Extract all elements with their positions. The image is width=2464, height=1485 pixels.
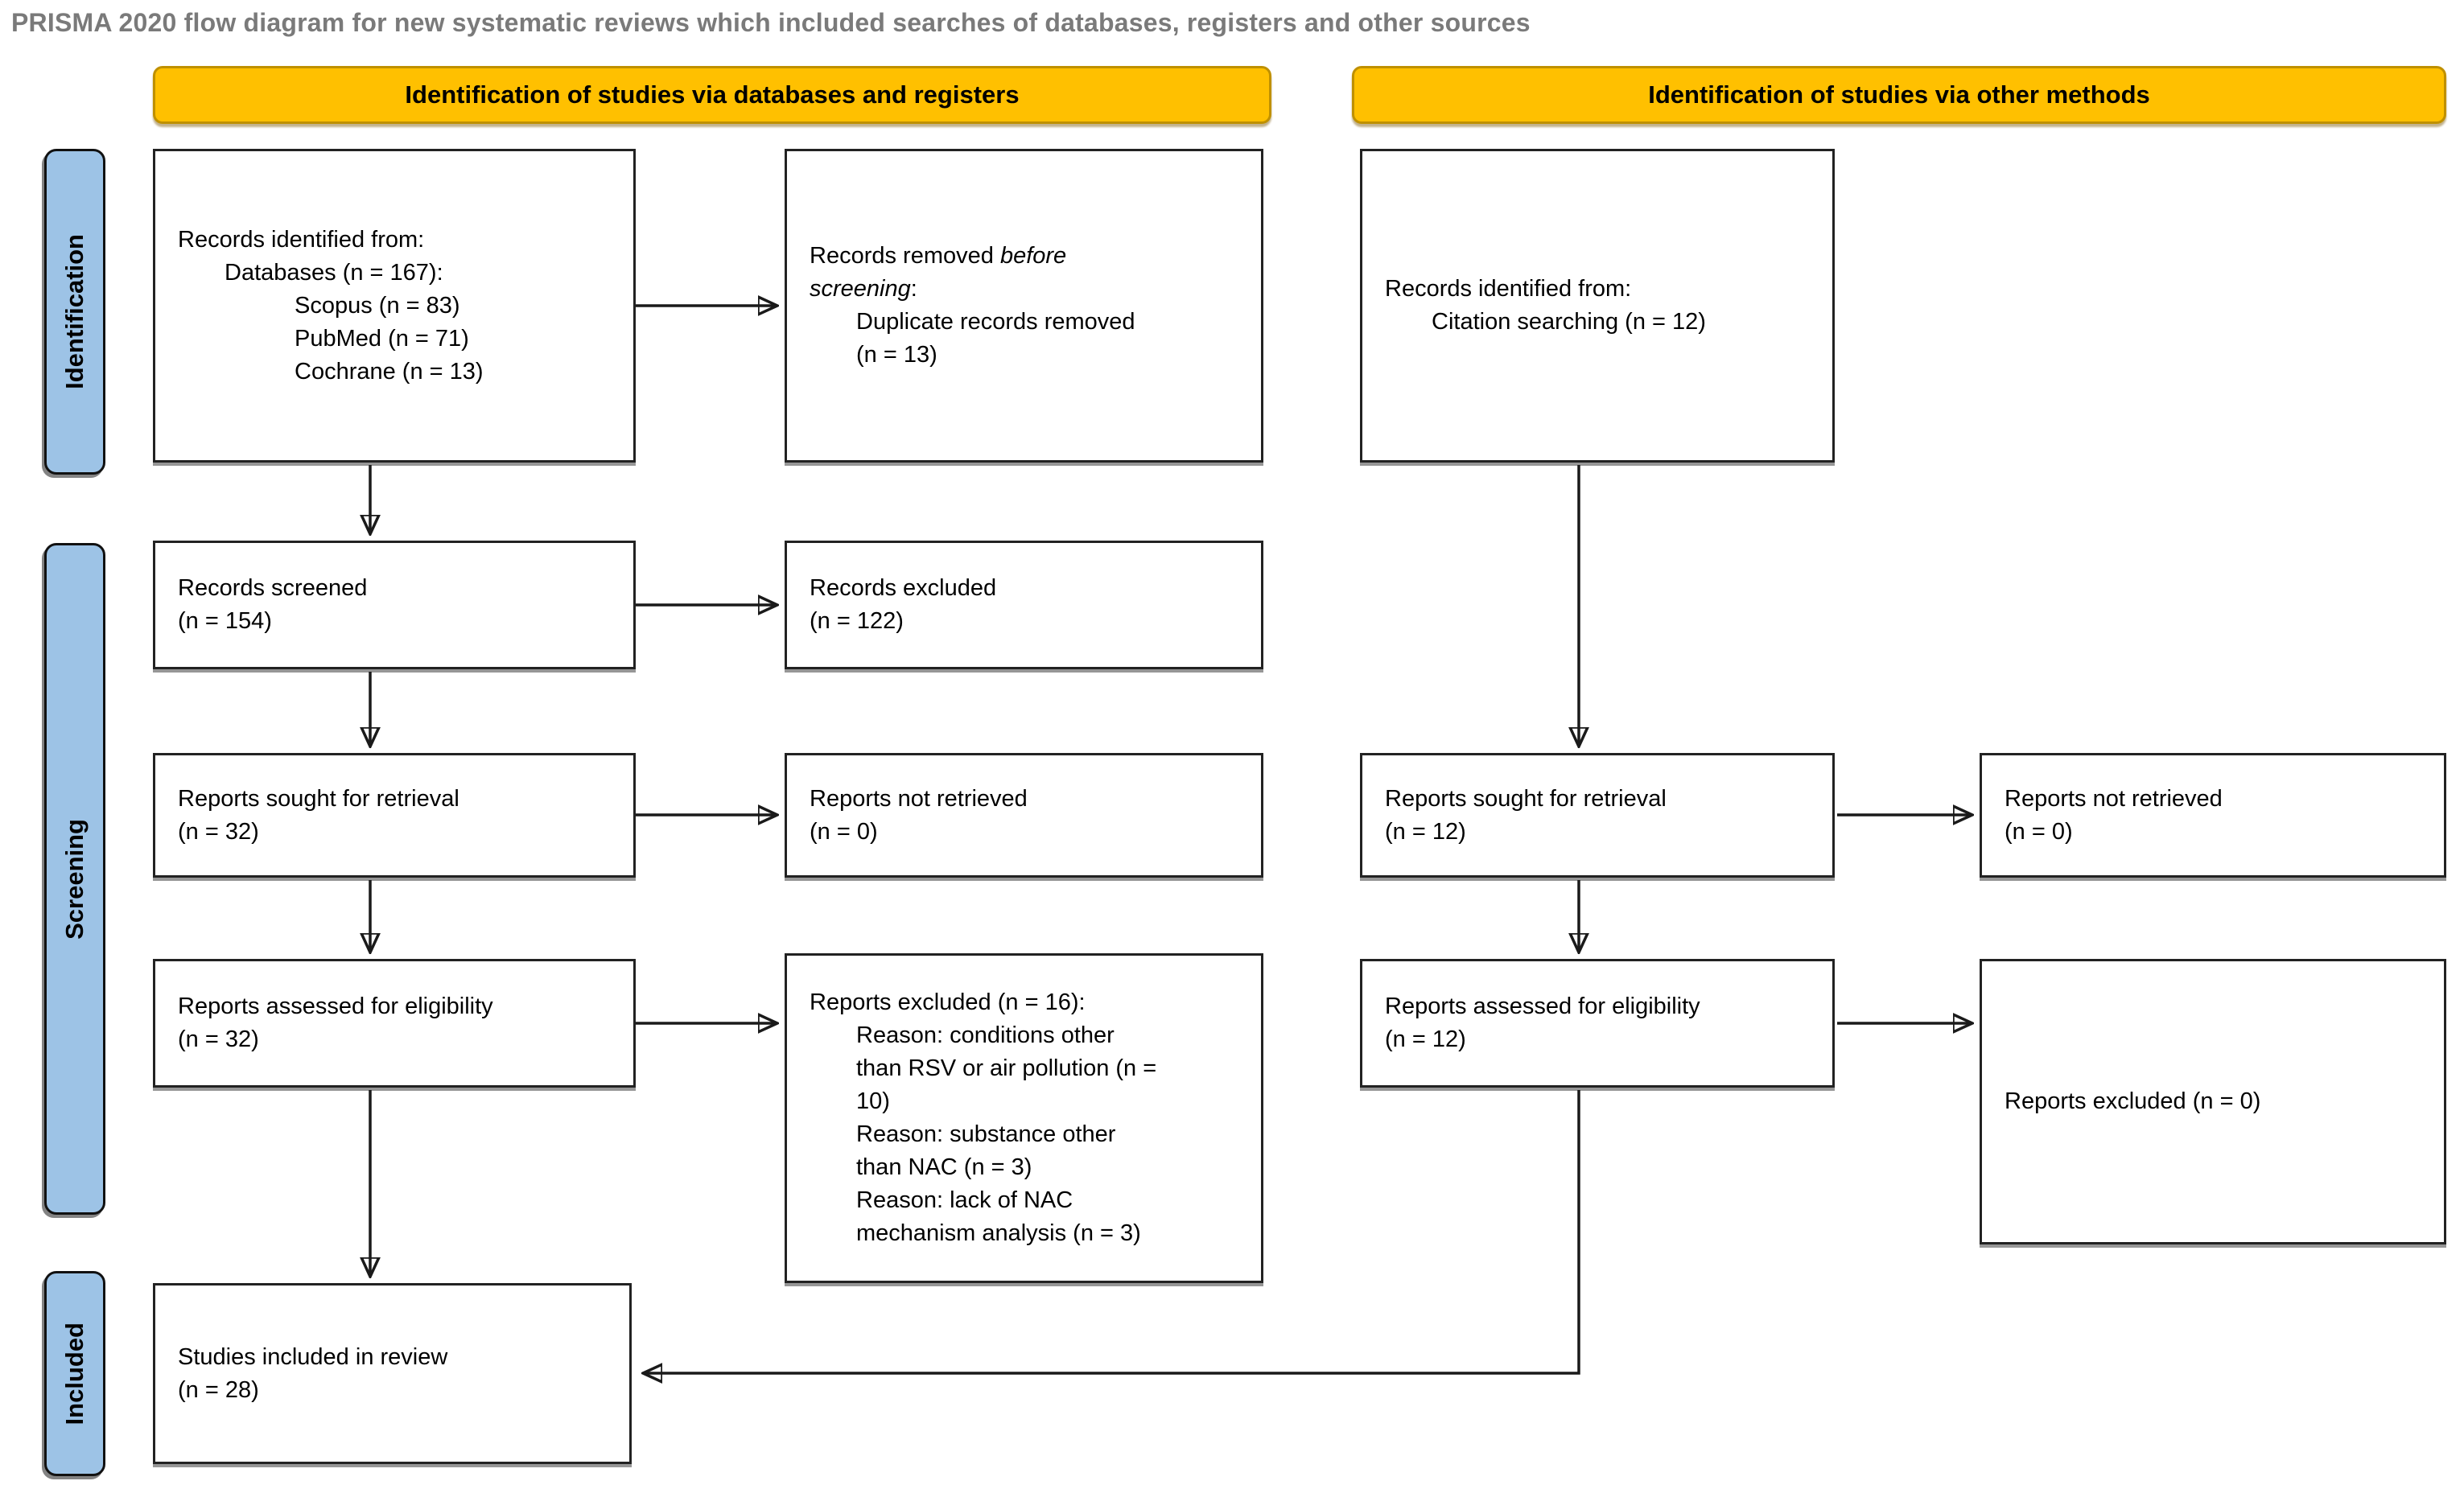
box-text-line: (n = 154) [178,608,272,634]
column-header-databases-registers [153,66,1271,124]
flow-box-reports-assessed-other [1360,959,1835,1088]
flow-box-records-identified-citation [1360,149,1835,463]
box-text-line: Citation searching (n = 12) [1432,309,1706,335]
box-text-line: Databases (n = 167): [225,259,443,286]
box-text-line: Reason: conditions other [856,1022,1115,1048]
box-text-line: Studies included in review [178,1343,448,1370]
box-text-line: (n = 12) [1385,818,1466,845]
box-text-line: (n = 13) [856,342,937,368]
box-text-line: Reports assessed for eligibility [178,993,493,1019]
flow-box-studies-included [153,1283,632,1464]
box-text-line: (n = 12) [1385,1026,1466,1052]
box-text-line: Reports not retrieved [2005,785,2223,812]
stage-label-text: Identification [60,234,89,389]
flow-box-reports-excluded-other [1980,959,2446,1244]
flow-box-reports-sought-databases [153,753,636,878]
box-text-line: screening: [810,276,917,302]
box-text-line: Records excluded [810,575,997,601]
box-text-line: Records identified from: [1385,276,1632,302]
box-text-line: Reports not retrieved [810,785,1028,812]
box-text-line: Records screened [178,575,368,601]
stage-label-included [44,1271,105,1476]
stage-label-text: Screening [60,818,89,940]
box-text-line: (n = 32) [178,1026,259,1052]
flow-box-records-removed-before-screening [785,149,1263,463]
box-text-line: Records identified from: [178,226,425,253]
box-text-line: Records removed before [810,243,1067,269]
stage-label-text: Included [60,1322,89,1425]
box-text-line: (n = 0) [2005,818,2073,845]
column-header-other-methods [1352,66,2446,124]
box-text-line: (n = 28) [178,1376,259,1403]
box-text-line: Reports excluded (n = 16): [810,989,1086,1015]
flow-box-reports-sought-other [1360,753,1835,878]
box-text-line: Reports sought for retrieval [178,785,459,812]
column-header-label: Identification of studies via databases and registers [405,80,1020,109]
flow-box-records-identified-databases [153,149,636,463]
box-text-line: PubMed (n = 71) [295,325,469,352]
box-text-line: 10) [856,1088,890,1114]
box-text-line: (n = 0) [810,818,878,845]
flow-box-reports-not-retrieved-other [1980,753,2446,878]
flow-box-records-screened [153,541,636,669]
box-text-line: Reason: substance other [856,1121,1116,1147]
box-text-line: (n = 122) [810,608,904,634]
box-text-line: than NAC (n = 3) [856,1154,1032,1180]
box-text-line: Scopus (n = 83) [295,292,460,319]
flow-box-reports-not-retrieved-databases [785,753,1263,878]
flow-box-reports-assessed-databases [153,959,636,1088]
box-text-line: Reason: lack of NAC [856,1187,1073,1213]
box-text-line: Reports excluded (n = 0) [2005,1088,2261,1114]
flow-box-records-excluded [785,541,1263,669]
box-text-line: Reports assessed for eligibility [1385,993,1700,1019]
flow-box-reports-excluded-reasons [785,953,1263,1283]
page-title: PRISMA 2020 flow diagram for new systematic reviews which included searches of databases, registers and other sources [11,8,1531,37]
box-text-line: Reports sought for retrieval [1385,785,1667,812]
stage-label-screening [44,543,105,1215]
box-text-line: than RSV or air pollution (n = [856,1055,1157,1081]
column-header-label: Identification of studies via other methods [1648,80,2150,109]
box-text-line: (n = 32) [178,818,259,845]
stage-label-identification [44,149,105,475]
box-text-line: Duplicate records removed [856,309,1135,335]
box-text-line: Cochrane (n = 13) [295,358,484,385]
box-text-line: mechanism analysis (n = 3) [856,1220,1141,1246]
